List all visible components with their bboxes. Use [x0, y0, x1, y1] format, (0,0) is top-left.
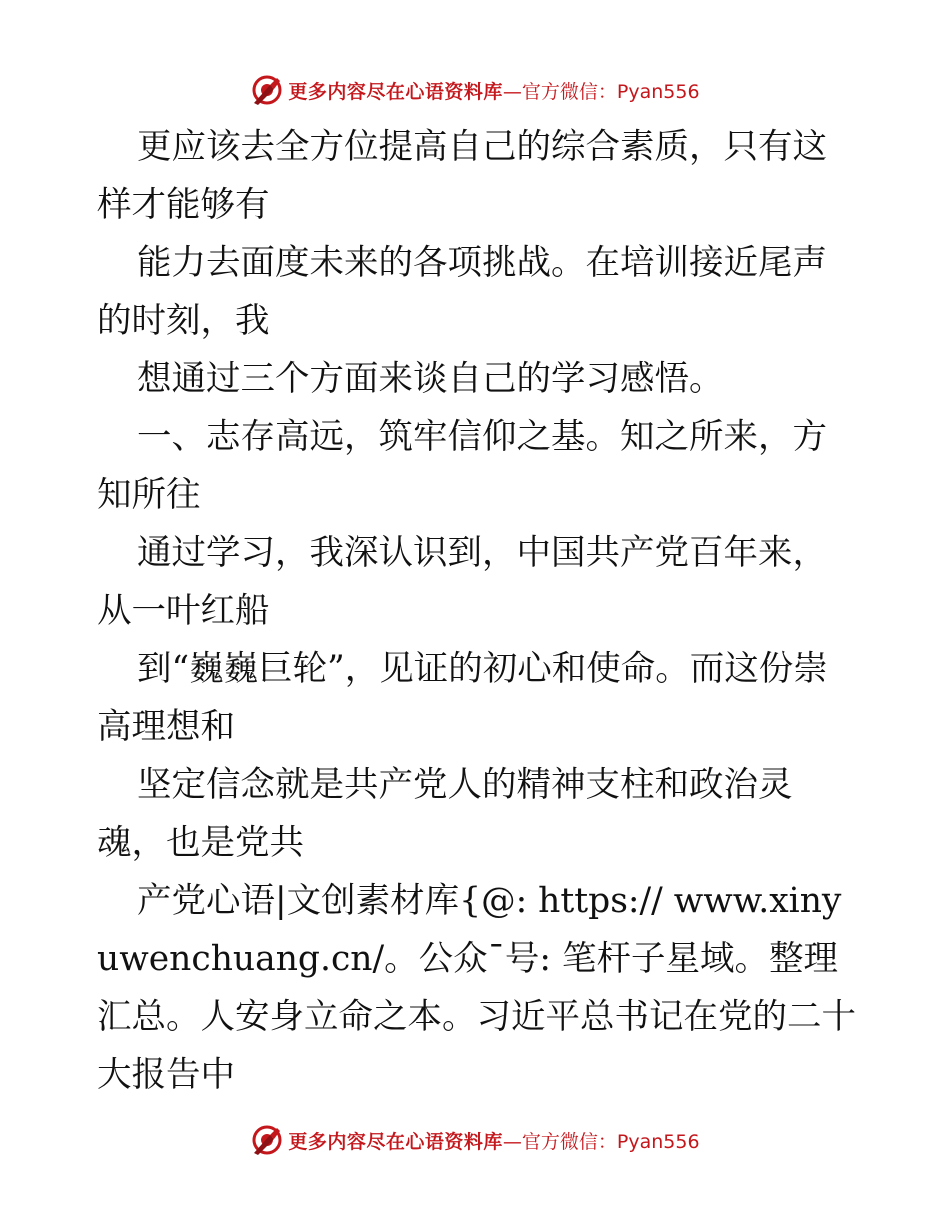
pen-logo-icon	[250, 73, 284, 107]
footer-banner	[0, 1120, 950, 1160]
paragraph-5: 通过学习，我深认识到，中国共产党百年来，从一叶红船	[97, 533, 827, 631]
footer-contact-text: —官方微信：Pyan556	[502, 1130, 700, 1153]
header-contact-text: —官方微信：Pyan556	[502, 80, 700, 103]
pen-logo-icon	[250, 1123, 284, 1157]
header-brand-text: 更多内容尽在心语资料库	[288, 80, 503, 103]
document-body	[97, 118, 857, 1104]
footer-brand-text: 更多内容尽在心语资料库	[288, 1130, 503, 1153]
paragraph-4: 一、志存高远，筑牢信仰之基。知之所来，方知所往	[97, 417, 827, 515]
paragraph-7: 坚定信念就是共产党人的精神支柱和政治灵魂，也是党共	[97, 765, 793, 863]
paragraph-6: 到“巍巍巨轮”，见证的初心和使命。而这份崇高理想和	[97, 649, 828, 747]
paragraph-2: 能力去面度未来的各项挑战。在培训接近尾声的时刻，我	[97, 243, 827, 341]
paragraph-8: 产党心语|文创素材库{@: https:// www.xinyuwenchuang.cn/。公众¯号: 笔杆子星域。整理汇总。人安身立命之本。习近平总书记在党的二十大报告中	[97, 881, 856, 1095]
paragraph-1: 更应该去全方位提高自己的综合素质，只有这样才能够有	[97, 127, 827, 225]
header-banner	[0, 70, 950, 110]
paragraph-3: 想通过三个方面来谈自己的学习感悟。	[137, 359, 724, 399]
